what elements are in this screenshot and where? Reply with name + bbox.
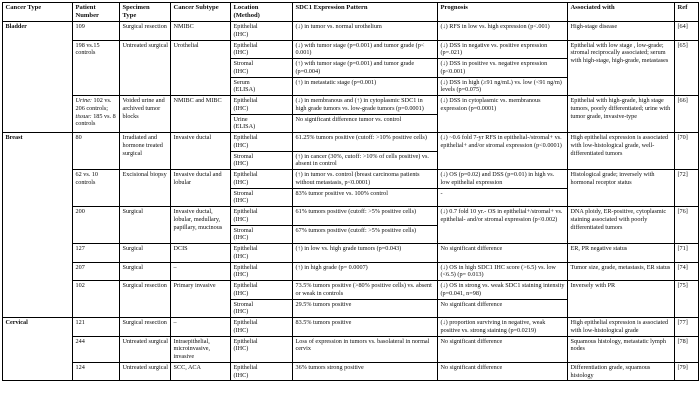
cell-sdc1-expression-pattern: 83% tumor positive vs. 100% control <box>293 188 438 207</box>
cell-ref: [65] <box>675 40 699 96</box>
cell-ref: [66] <box>675 96 699 133</box>
cell-sdc1-expression-pattern: (↑) in low vs. high grade tumors (p=0.043) <box>293 244 438 263</box>
location-method: (IHC) <box>233 234 249 242</box>
cell-sdc1-expression-pattern: (↓) in membranous and (↑) in cytoplasmic SDC1 in high grade tumors vs. low-grade tumors (p=0.0001) <box>293 96 438 115</box>
location-name: Epithelial <box>233 171 258 179</box>
location-name: Stromal <box>233 300 254 308</box>
cell-associated-with: High-stage disease <box>568 22 675 41</box>
location-name: Epithelial <box>233 263 258 271</box>
table-row <box>3 362 699 381</box>
location-method: (IHC) <box>233 178 249 186</box>
column-header-line: Cancer Subtype <box>173 4 219 12</box>
column-header-line: Ref <box>677 4 688 12</box>
location-method: (ELISA) <box>233 86 256 94</box>
cell-location-method <box>231 362 293 381</box>
cell-ref: [77] <box>675 318 699 337</box>
column-header-line: Location <box>233 4 259 12</box>
column-header-line: SDC1 Expression Pattern <box>295 4 368 12</box>
location-name: Epithelial <box>233 319 258 327</box>
location-method: (IHC) <box>233 345 249 353</box>
cell-sdc1-expression-pattern: 67% tumors positive (cutoff: >5% positive cells) <box>293 225 438 244</box>
cell-location-method <box>231 225 293 244</box>
location-method: (IHC) <box>233 141 249 149</box>
cell-ref: [76] <box>675 207 699 244</box>
location-method: (ELISA) <box>233 123 256 131</box>
column-header-line: (Method) <box>233 12 260 20</box>
cell-associated-with: Squamous histology, metastatic lymph nodes <box>568 336 675 362</box>
column-header-line: Associated with <box>570 4 615 12</box>
cell-prognosis: No significant difference <box>438 299 568 318</box>
cell-sdc1-expression-pattern: (↑) in tumor vs. control (breast carcinoma patients without metastasis, p<0.0001) <box>293 170 438 189</box>
cell-associated-with: Differentiation grade, squamous histology <box>568 362 675 381</box>
location-method: (IHC) <box>233 197 249 205</box>
cell-prognosis: (↓) OS in high SDC1 IHC score (>6.5) vs. low (<6.5) (p= 0.013) <box>438 262 568 281</box>
location-method: (IHC) <box>233 67 249 75</box>
table-row <box>3 133 699 152</box>
cell-cancer-subtype: – <box>171 318 231 337</box>
cell-sdc1-expression-pattern: 73.5% tumors positive (>80% positive cells) vs. absent or weak in controls <box>293 281 438 300</box>
location-name: Epithelial <box>233 363 258 371</box>
cell-ref: [70] <box>675 133 699 170</box>
location-method: (IHC) <box>233 30 249 38</box>
location-method: (IHC) <box>233 308 249 316</box>
cell-patient-number: Urine: 102 vs. 206 controls; tissue: 185 vs. 8 controls <box>73 96 120 133</box>
location-method: (IHC) <box>233 104 249 112</box>
column-header-line: Type <box>122 12 137 20</box>
location-name: Stromal <box>233 152 254 160</box>
cell-patient-number: 127 <box>73 244 120 263</box>
location-name: Epithelial <box>233 134 258 142</box>
cell-location-method <box>231 336 293 362</box>
cell-sdc1-expression-pattern: 61.25% tumors positive (cutoff: >10% positive cells) <box>293 133 438 152</box>
cell-specimen-type: Untreated surgical <box>120 40 171 96</box>
cell-associated-with: Inversely with PR <box>568 281 675 318</box>
cell-prognosis: (↓) ~0.6 fold 7-yr RFS in epithelial-/stromal+ vs. epithelial+ and/or stromal expression (p<0.0001) <box>438 133 568 170</box>
cell-prognosis: (↓) 0.7 fold 10 yr.- OS in epithelial+/stromal+ vs. epithelial- and/or stromal expression (p<0.002) <box>438 207 568 244</box>
column-header-specimen-type <box>120 3 171 22</box>
cell-sdc1-expression-pattern: No significant difference tumor vs. control <box>293 114 438 133</box>
cell-specimen-type: Surgical resection <box>120 281 171 318</box>
table-body <box>3 22 699 381</box>
cell-cancer-type: Cervical <box>3 318 73 381</box>
cell-location-method <box>231 244 293 263</box>
cell-patient-number: 124 <box>73 362 120 381</box>
cell-associated-with: Tumor size, grade, metastasis, ER status <box>568 262 675 281</box>
cell-prognosis: (↓) DSS in negative vs. positive expression (p=.021) <box>438 40 568 59</box>
table-row <box>3 244 699 263</box>
cell-specimen-type: Voided urine and archived tumor blocks <box>120 96 171 133</box>
cell-patient-number: 80 <box>73 133 120 170</box>
location-name: Epithelial <box>233 41 258 49</box>
table-row <box>3 318 699 337</box>
column-header-line: Cancer Type <box>5 4 42 12</box>
column-header-line: Specimen <box>122 4 150 12</box>
location-name: Epithelial <box>233 282 258 290</box>
location-method: (IHC) <box>233 271 249 279</box>
column-header-cancer-type <box>3 3 73 22</box>
cell-cancer-subtype: SCC, ACA <box>171 362 231 381</box>
cell-prognosis: No significant difference <box>438 362 568 381</box>
cell-prognosis: (↓) DSS in positive vs. negative expression (p<0.001) <box>438 59 568 78</box>
table-row <box>3 262 699 281</box>
cell-specimen-type: Surgical resection <box>120 22 171 41</box>
cell-cancer-subtype: DCIS <box>171 244 231 263</box>
cell-sdc1-expression-pattern: (↑) in metastatic stage (p=0.001) <box>293 77 438 96</box>
cell-location-method <box>231 151 293 170</box>
cell-prognosis: - <box>438 188 568 207</box>
table-row <box>3 207 699 226</box>
cell-associated-with: Epithelial with low stage , low-grade; stromal reciprocally associated; serum with high-stage, high-grade, metastases <box>568 40 675 96</box>
cell-location-method <box>231 114 293 133</box>
column-header-line: Prognosis <box>440 4 468 12</box>
cell-location-method <box>231 40 293 59</box>
cell-associated-with: DNA ploidy, ER-positive, cytoplasmic staining associated with poorly differentiated tumors <box>568 207 675 244</box>
location-name: Epithelial <box>233 97 258 105</box>
cell-sdc1-expression-pattern: 29.5% tumors positive <box>293 299 438 318</box>
cell-sdc1-expression-pattern: (↓) with tumor stage (p=0.001) and tumor grade (p< 0.001) <box>293 40 438 59</box>
cell-location-method <box>231 188 293 207</box>
cell-specimen-type: Surgical <box>120 207 171 244</box>
cell-location-method <box>231 59 293 78</box>
location-name: Epithelial <box>233 337 258 345</box>
cell-location-method <box>231 299 293 318</box>
cell-associated-with: Epithelial with high-grade, high stage tumors, poorly differentiated; urine with tumor grade, invasive-type <box>568 96 675 133</box>
cell-location-method <box>231 96 293 115</box>
cell-location-method <box>231 133 293 152</box>
table-row <box>3 40 699 59</box>
location-name: Stromal <box>233 226 254 234</box>
table-row <box>3 96 699 115</box>
cell-cancer-subtype: NMIBC and MIBC <box>171 96 231 133</box>
cell-location-method <box>231 207 293 226</box>
cell-location-method <box>231 77 293 96</box>
cell-specimen-type: Irradiated and hormone treated surgical <box>120 133 171 170</box>
cell-prognosis: (↓) OS (p=0.02) and DSS (p=0.01) in high vs. low epithelial expression <box>438 170 568 189</box>
location-name: Stromal <box>233 189 254 197</box>
table-row <box>3 170 699 189</box>
cell-ref: [74] <box>675 262 699 281</box>
cell-cancer-type: Breast <box>3 133 73 318</box>
cell-prognosis: No significant difference <box>438 244 568 263</box>
cell-prognosis: (↓) DSS in cytoplasmic vs. membranous expression (p=0.0001) <box>438 96 568 133</box>
cell-cancer-type: Bladder <box>3 22 73 133</box>
cell-patient-number: 200 <box>73 207 120 244</box>
location-method: (IHC) <box>233 252 249 260</box>
header-row <box>3 3 699 22</box>
location-method: (IHC) <box>233 160 249 168</box>
cell-associated-with: High epithelial expression is associated with low-histological grade, well-differentiated tumors <box>568 133 675 170</box>
table-row <box>3 281 699 300</box>
cell-associated-with: High epithelial expression is associated with low-histological grade <box>568 318 675 337</box>
cell-associated-with: Histological grade; inversely with hormonal receptor status <box>568 170 675 207</box>
cell-cancer-subtype: Invasive ductal, lobular, medullary, papillary, mucinous <box>171 207 231 244</box>
cell-sdc1-expression-pattern: Loss of expression in tumors vs. basolateral in normal cervix <box>293 336 438 362</box>
column-header-line: Patient <box>75 4 96 12</box>
column-header-line: Number <box>75 12 99 20</box>
cell-ref: [71] <box>675 244 699 263</box>
italic-label: Urine: <box>75 97 92 105</box>
cell-sdc1-expression-pattern: 61% tumors positive (cutoff: >5% positive cells) <box>293 207 438 226</box>
column-header-associated-with <box>568 3 675 22</box>
location-method: (IHC) <box>233 49 249 57</box>
cell-patient-number: 62 vs. 10 controls <box>73 170 120 207</box>
cell-ref: [78] <box>675 336 699 362</box>
cell-location-method <box>231 22 293 41</box>
cell-specimen-type: Surgical resection <box>120 318 171 337</box>
location-method: (IHC) <box>233 371 249 379</box>
table-header <box>3 3 699 22</box>
location-method: (IHC) <box>233 289 249 297</box>
cell-prognosis: (↓) RFS in low vs. high expression (p<.001) <box>438 22 568 41</box>
cell-prognosis: (↓) DSS in high (≥91 ng/mL) vs. low (<91 ng/m) levels (p=0.075) <box>438 77 568 96</box>
cell-location-method <box>231 318 293 337</box>
column-header-location-method <box>231 3 293 22</box>
cell-cancer-subtype: Intraepithelial, microinvasive, invasive <box>171 336 231 362</box>
cell-cancer-subtype: NMIBC <box>171 22 231 41</box>
cell-patient-number: 109 <box>73 22 120 41</box>
location-method: (IHC) <box>233 326 249 334</box>
cell-ref: [75] <box>675 281 699 318</box>
cell-specimen-type: Untreated surgical <box>120 336 171 362</box>
cell-patient-number: 102 <box>73 281 120 318</box>
table-row <box>3 22 699 41</box>
cell-ref: [79] <box>675 362 699 381</box>
cell-sdc1-expression-pattern: 36% tumors strong positive <box>293 362 438 381</box>
cell-cancer-subtype: Primary invasive <box>171 281 231 318</box>
cell-associated-with: ER, PR negative status <box>568 244 675 263</box>
cell-cancer-subtype: Invasive ductal <box>171 133 231 170</box>
cell-specimen-type: Surgical <box>120 244 171 263</box>
location-name: Epithelial <box>233 245 258 253</box>
location-name: Epithelial <box>233 23 258 31</box>
cell-cancer-subtype: Urothelial <box>171 40 231 96</box>
cell-ref: [64] <box>675 22 699 41</box>
location-name: Stromal <box>233 60 254 68</box>
sdc1-expression-table <box>2 2 699 381</box>
cell-specimen-type: Excisional biopsy <box>120 170 171 207</box>
cell-specimen-type: Surgical <box>120 262 171 281</box>
cell-cancer-subtype: Invasive ductal and lobular <box>171 170 231 207</box>
cell-location-method <box>231 281 293 300</box>
cell-sdc1-expression-pattern: (↑) in cancer (30%, cutoff: >10% of cells positive) vs. absent in control <box>293 151 438 170</box>
italic-label: tissue: <box>75 112 92 120</box>
cell-cancer-subtype: – <box>171 262 231 281</box>
column-header-sdc1-expression-pattern <box>293 3 438 22</box>
location-name: Urine <box>233 115 248 123</box>
cell-prognosis: (↓) OS in strong vs. weak SDC1 staining intensity (p=0.041, n=98) <box>438 281 568 300</box>
cell-prognosis: (↓) proportion surviving in negative, weak positive vs. strong staining (p=0.0219) <box>438 318 568 337</box>
column-header-ref <box>675 3 699 22</box>
cell-patient-number: 244 <box>73 336 120 362</box>
cell-patient-number: 121 <box>73 318 120 337</box>
cell-location-method <box>231 262 293 281</box>
location-name: Epithelial <box>233 208 258 216</box>
cell-patient-number: 198 vs.15 controls <box>73 40 120 96</box>
location-method: (IHC) <box>233 215 249 223</box>
cell-sdc1-expression-pattern: (↑) in high grade (p= 0.0007) <box>293 262 438 281</box>
cell-prognosis: No significant difference <box>438 336 568 362</box>
cell-patient-number: 207 <box>73 262 120 281</box>
column-header-patient-number <box>73 3 120 22</box>
cell-location-method <box>231 170 293 189</box>
column-header-prognosis <box>438 3 568 22</box>
cell-ref: [72] <box>675 170 699 207</box>
cell-sdc1-expression-pattern: (↓) in tumor vs. normal urothelium <box>293 22 438 41</box>
column-header-cancer-subtype <box>171 3 231 22</box>
location-name: Serum <box>233 78 250 86</box>
cell-sdc1-expression-pattern: (↑) with tumor stage (p=0.001) and tumor grade (p=0.004) <box>293 59 438 78</box>
cell-specimen-type: Untreated surgical <box>120 362 171 381</box>
cell-sdc1-expression-pattern: 83.5% tumors positive <box>293 318 438 337</box>
table-row <box>3 336 699 362</box>
